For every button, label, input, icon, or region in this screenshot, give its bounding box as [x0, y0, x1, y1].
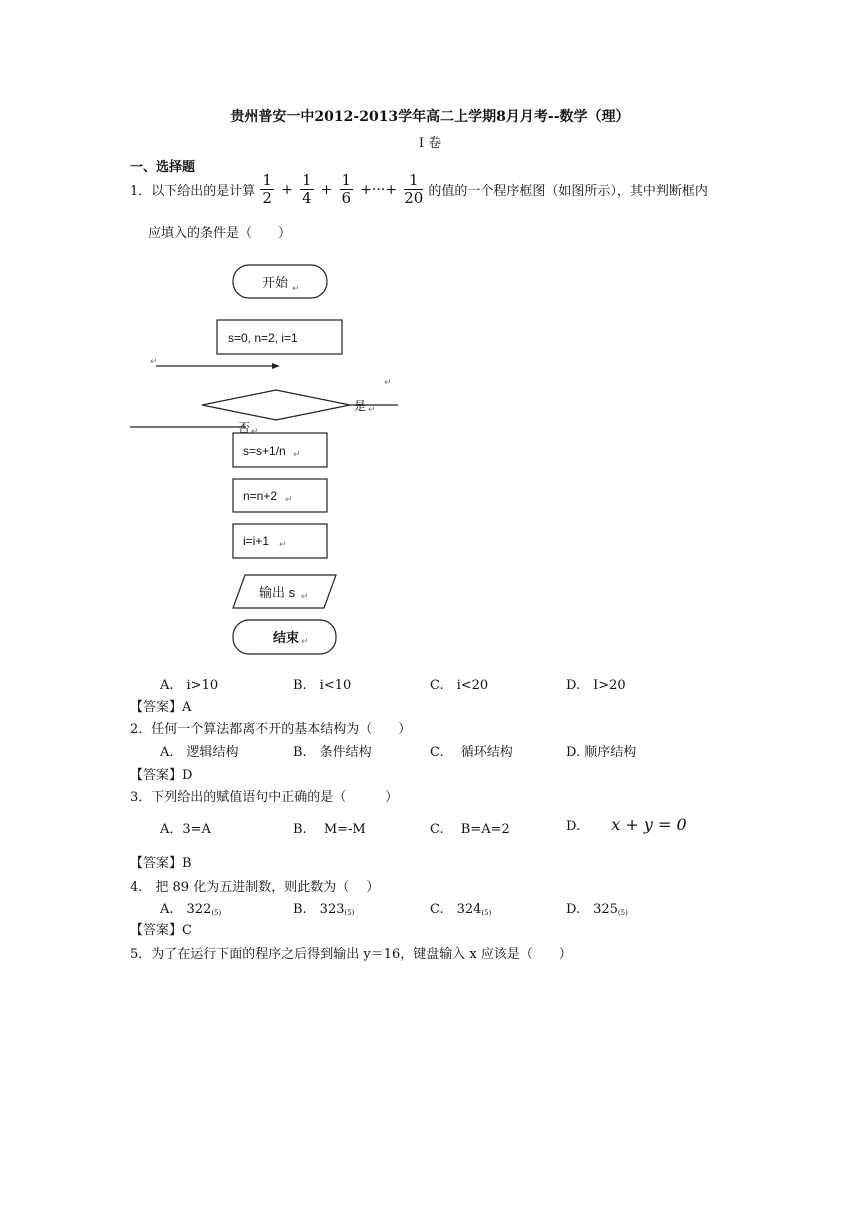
- q2-option-b: B. 条件结构: [293, 745, 372, 760]
- q4-option-b: B. $323_{(5)}$: [293, 902, 355, 917]
- q1-option-d: D. I>20: [566, 678, 626, 693]
- flowchart-step-i-label: i=i+1: [243, 534, 270, 548]
- flowchart-init-label: s=0, n=2, i=1: [228, 331, 298, 345]
- q3-option-d-label: D.: [566, 819, 594, 834]
- question-4: 4. 把 89 化为五进制数，则此数为（ ）: [130, 880, 380, 895]
- fraction-3: $\frac{1}{6}$: [341, 171, 352, 207]
- question-1-suffix: 的值的一个程序框图（如图所示），其中判断框内: [428, 184, 708, 199]
- no-label: 否: [238, 421, 251, 435]
- fraction-4: $\frac{1}{20}$: [404, 171, 424, 207]
- paragraph-mark: ↵: [292, 283, 300, 293]
- q2-option-c: C. 循环结构: [430, 745, 513, 760]
- paragraph-mark: ↵: [301, 636, 309, 646]
- q3-option-c: C. B=A=2: [430, 822, 510, 837]
- plus-sign: +: [281, 181, 293, 198]
- flowchart-step-n-label: n=n+2: [243, 489, 278, 503]
- flowchart-end-label: 结束: [273, 630, 300, 645]
- q1-option-a: A. i>10: [160, 678, 219, 693]
- paragraph-mark: ↵: [368, 404, 376, 414]
- q3-option-b: B. M=-M: [293, 822, 366, 837]
- flowchart-output-label: 输出 s: [259, 585, 296, 600]
- q4-option-d: D. $325_{(5)}$: [566, 902, 628, 917]
- volume-label: I 卷: [418, 136, 442, 151]
- q1-option-b: B. i<10: [293, 678, 352, 693]
- q3-option-d-math: x + y = 0: [611, 815, 687, 834]
- arrowhead: [272, 363, 280, 369]
- q2-option-a: A. 逻辑结构: [160, 745, 239, 760]
- flowchart-start-label: 开始: [262, 275, 289, 290]
- question-2: 2．任何一个算法都离不开的基本结构为（ ）: [130, 722, 412, 737]
- fraction-2: $\frac{1}{4}$: [301, 171, 312, 207]
- question-5: 5．为了在运行下面的程序之后得到输出 y＝16，键盘输入 x 应该是（ ）: [130, 947, 572, 962]
- paragraph-mark: ↵: [279, 539, 287, 549]
- ellipsis-sum: +···+: [360, 181, 398, 198]
- flowchart-decision: [202, 390, 350, 420]
- q3-answer: 【答案】B: [130, 856, 192, 871]
- question-3: 3．下列给出的赋值语句中正确的是（ ）: [130, 790, 399, 805]
- flowchart-step-sum-label: s=s+1/n: [243, 444, 286, 458]
- q2-option-d: D. 顺序结构: [566, 745, 637, 760]
- q1-answer: 【答案】A: [130, 700, 192, 715]
- paragraph-mark: ↵: [285, 494, 293, 504]
- yes-label: 是: [354, 399, 367, 413]
- paragraph-mark: ↵: [150, 356, 158, 366]
- q3-option-d: [566, 815, 687, 834]
- q4-option-c: C. $324_{(5)}$: [430, 902, 492, 917]
- question-1-line2: 应填入的条件是（ ）: [148, 226, 292, 241]
- q1-option-c: C. i<20: [430, 678, 489, 693]
- q2-answer: 【答案】D: [130, 768, 193, 783]
- paragraph-mark: ↵: [293, 449, 301, 459]
- q3-option-a: A．3=A: [160, 822, 211, 837]
- q4-option-a: A. $322_{(5)}$: [160, 902, 222, 917]
- paragraph-mark: ↵: [384, 377, 392, 387]
- document-title: 贵州普安一中2012-2013学年高二上学期8月月考--数学（理）: [230, 109, 630, 125]
- paragraph-mark: ↵: [251, 426, 259, 436]
- q4-answer: 【答案】C: [130, 923, 192, 938]
- fraction-1: $\frac{1}{2}$: [262, 171, 272, 207]
- plus-sign: +: [320, 181, 333, 198]
- section-heading: 一、选择题: [130, 160, 196, 175]
- paragraph-mark: ↵: [301, 591, 309, 601]
- question-1-prefix: 1．以下给出的是计算: [130, 184, 256, 199]
